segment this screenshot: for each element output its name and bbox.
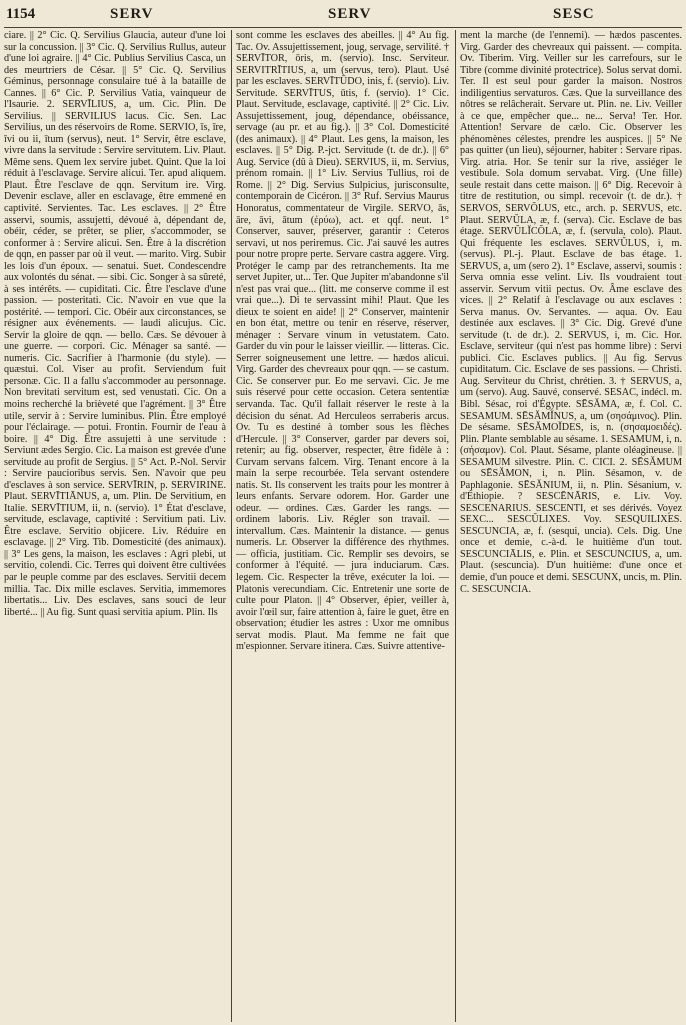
column-middle	[236, 30, 449, 1020]
header-rule	[4, 27, 682, 28]
column-right	[460, 30, 682, 1020]
column-left	[4, 30, 226, 1020]
column-divider	[455, 30, 456, 1022]
column-text: ment la marche (de l'ennemi). — hædos pascentes. Virg. Garder des chevreaux qui paissent. — compita. Ov. Tiberim. Virg. Veiller sur les carrefours, sur le Tibre (comme divinité protectrice). Solus servat domi. Ter. Il est seul pour garder la maison. Nostros indiligentius servaturos. Cæs. Que la surveillance des nôtres se relâcherait. Servare ut. Plin. ne. Liv. Veiller à ce que, empêcher que... ne... Serva! Ter. Hor. Attention! Servare de cælo. Cic. Observer les phénomènes célestes, prendre les auspices. || 5° Ne pas quitter (un lieu), séjourner, habiter : Servare ripas. Virg. atria. Hor. Se tenir sur la rive, assiéger le vestibule. Sola domum servabat. Virg. (Une fille) seule restait dans cette maison. || 6° Dig. Recevoir à titre de restitution, ou simpl. recevoir (t. de dr.). † SERVOS, SERVŎLUS, etc., arch. p. SERVUS, etc. Plaut. SERVŬLA, æ, f. (serva). Cic. Esclave de bas étage. SERVŬLĬCŎLA, æ, f. (servula, colo). Plaut. Qui fréquente les esclaves. SERVŬLUS, i, m. (servus). Pl.-j. Plaut. Esclave de bas étage. 1. SERVUS, a, um (sero 2). 1° Esclave, asservi, soumis : Serva omnia esse velint. Liv. Ils voudraient tout asservir. Servum vitii pectus. Ov. Âme esclave des vices. || 2° Relatif à l'esclavage ou aux esclaves : Serva manus. Ov. Servantes. — aqua. Ov. Eau destinée aux esclaves. || 3° Cic. Dig. Grevé d'une servitude (t. de dr.). 2. SERVUS, i, m. Cic. Hor. Esclave, serviteur (qui n'est pas homme libre) : Servi publici. Cic. Esclaves publics. || Au fig. Servus cupiditatum. Cic. Esclave de ses passions. — Christi. Aug. Serviteur du Christ, chrétien. 3. † SERVUS, a, um (servo). Aug. Sauvé, conservé. SESAC, indécl. m. Bibl. Sésac, roi d'Égypte. SĒSĂMA, æ, f. Col. C. SESAMUM. SĒSĂMĬNUS, a, um (σησάμινος). Plin. De sésame. SĒSĂMOĬDES, is, n. (σησαμοειδές). Plin. Plante semblable au sésame. 1. SESAMUM, i, n. (σήσαμον). Col. Plaut. Sésame, plante oléagineuse. || SESAMUM silvestre. Plin. C. CICI. 2. SĒSĂMUM ou SĒSĂMON, i, n. Plin. Sésamon, v. de Paphlagonie. SĒSĂNIUM, ii, n. Plin. Sésanium, v. d'Éthiopie. ? SESCĒNĀRIS, e. Liv. Voy. SESCENARIUS. SESCENTI, et ses dérivés. Voyez SEXC... SESCŬLIXES. Voy. SESQUILIXES. SESCUNCIA, æ, f. (sesqui, uncia). Cels. Dig. Une once et demie, c.-à-d. le huitième d'un tout. SESCUNCIĀLIS, e. Plin. et SESCUNCIUS, a, um. Plaut. (sescuncia). D'un huitième: d'une once et demie, d'un pouce et demi. SESCUNX, uncis, m. Plin. C. SESCUNCIA.	[460, 30, 682, 595]
running-headword-left: SERV	[110, 6, 154, 22]
running-headword-center: SERV	[328, 6, 372, 22]
column-divider	[231, 30, 232, 1022]
running-headword-right: SESC	[553, 6, 595, 22]
page-number: 1154	[6, 6, 36, 22]
column-text: sont comme les esclaves des abeilles. || 4° Au fig. Tac. Ov. Assujettissement, joug, servage, servilité. † SERVĪTOR, ōris, m. (servio). Insc. Serviteur. SERVITRĪTIUS, a, um (servus, tero). Plaut. Usé par les esclaves. SERVĪTŪDO, inis, f. (servio). Liv. Servitude. SERVĪTUS, ūtis, f. (servio). 1° Cic. Plaut. Servitude, esclavage, captivité. || 2° Cic. Liv. Assujettissement, joug, dépendance, obéissance, servage (au pr. et au fig.). || 3° Col. Domesticité (des animaux). || 4° Plaut. Les gens, la maison, les esclaves. || 5° Dig. P.-jct. Servitude (t. de dr.). || 6° Aug. Service (dû à Dieu). SERVIUS, ii, m. Servius, prénom romain. || 1° Liv. Servius Tullius, roi de Rome. || 2° Dig. Servius Sulpicius, jurisconsulte, contemporain de Cicéron. || 3° Ruf. Servius Maurus Honoratus, commentateur de Virgile. SERVO, ās, āre, āvi, ātum (ἐρύω), act. et qqf. neut. 1° Conserver, sauver, préserver, garantir : Ceteros servavi, ut nos periremus. Cic. J'ai sauvé les autres pour notre propre perte. Servare castra aggere. Virg. Protéger le camp par des retranchements. Ita me servet Jupiter, ut... Ter. Que Jupiter m'abandonne s'il n'est pas vrai que... (litt. me conserve comme il est vrai que...). Di te servassint mihi! Plaut. Que les dieux te soient en aide! || 2° Conserver, maintenir en bon état, mettre ou tenir en réserve, réserver, ménager : Servare vinum in vetustatem. Cato. Garder du vin pour le laisser vieillir. — litteras. Cic. Serrer soigneusement une lettre. — hædos alicui. Virg. Garder des chevreaux pour qqn. — se castum. Cic. Se conserver pur. Eo me servavi. Cic. Je me suis réservé pour cette occasion. Cetera sententiæ servanda. Tac. Qu'il fallait réserver le reste à la décision du sénat. Ad Herculeos serraberis arcus. Ov. Tu es destiné à tomber sous les flèches d'Hercule. || 3° Conserver, garder par devers soi, retenir; au fig. observer, respecter, être fidèle à : Curvam servans falcem. Virg. Tenant encore à la main la serpe recourbée. Tela servant ostendere natis. St. Ils conservent les traits pour les montrer à leurs enfants. Servare odorem. Hor. Garder une odeur. — ordines. Cæs. Garder les rangs. — ordinem laboris. Liv. Régler son travail. — intervallum. Cæs. Maintenir la distance. — genus numeris. Lr. Observer la différence des rhythmes. — officia, justitiam. Cic. Remplir ses devoirs, se conformer à l'équité. — jura induciarum. Cæs. legem. Cic. Respecter la trêve, exécuter la loi. — Platonis verecundiam. Cic. Entretenir une sorte de culte pour Platon. || 4° Observer, épier, veiller à, avoir l'œil sur, faire attention à, faire le guet, être en observation; étudier les astres : Uxor me omnibus servat modis. Plaut. Ma femme ne fait que m'espionner. Servare itinera. Cæs. Suivre attentive-	[236, 30, 449, 653]
column-text: ciare. || 2° Cic. Q. Servilius Glaucia, auteur d'une loi sur la concussion. || 3° Cic. Q. Servilius Rullus, auteur d'une loi agraire. || 4° Cic. Publius Servilius Casca, un des meurtriers de César. || 5° Cic. Q. Servilius Géminus, personnage consulaire tué à la bataille de Cannes. || 6° Cic. P. Servilius Vatia, vainqueur de l'Isaurie. 2. SERVĪLIUS, a, um. Cic. Plin. De Servilius. || SERVILIUS lacus. Cic. Sen. Lac Servilius, un des réservoirs de Rome. SERVIO, īs, īre, īvi ou ii, ītum (servus), neut. 1° Servir, être esclave, vivre dans la servitude : Servire servitutem. Liv. Plaut. Même sens. Quem lex servire jubet. Quint. Que la loi réduit à l'esclavage. Servire alicui. Ter. apud aliquem. Plaut. Être l'esclave de qqn. Servitum ire. Virg. Devenir esclave, aller en esclavage, être emmené en captivité. Servientes. Tac. Les esclaves. || 2° Être asservi, soumis, assujetti, dévoué à, dépendant de, obéir, céder, se prêter, se plier, s'accommoder, se conformer à : Servire alicui. Sen. Être à la discrétion de qqn, en passer par où il veut. — marito. Virg. Subir les lois d'un époux. — senatui. Suet. Condescendre aux volontés du sénat. — sibi. Cic. Songer à sa sûreté, à ses intérêts. — cupiditati. Cic. Être l'esclave d'une passion. — posteritati. Cic. N'avoir en vue que la postérité. — tempori. Cic. Obéir aux circonstances, se résigner aux événements. — laudi alicujus. Cic. Servir la gloire de qqn. — bello. Cæs. Se dévouer à une guerre. — corpori. Cic. Ménager sa santé. — numeris. Cic. Sacrifier à l'harmonie (du style). — quæstui. Col. Viser au profit. Serviendum fuit personæ. Cic. Il a fallu s'accommoder au personnage. Non brevitati servitum est, sed venustati. Cic. On a moins recherché la brièveté que l'agrément. || 3° Être utile, servir à : Servire luminibus. Plin. Être employé pour l'éclairage. — potui. Frontin. Fournir de l'eau à boire. || 4° Dig. Être assujetti à une servitude : Serviunt ædes Sergio. Cic. La maison est grevée d'une servitude au profit de Sergius. || 5° Act. P.-Nol. Servir : Servire paucioribus servis. Sen. N'avoir que peu d'esclaves à son service. SERVĪRIN, p. SERVIRINE. Plaut. SERVĪTIĀNUS, a, um. Plin. De Servitium, en Italie. SERVĪTIUM, ii, n. (servio). 1° État d'esclave, servitude, esclavage, captivité : Servitium pati. Liv. Être esclave. Servitio objicere. Liv. Réduire en esclavage. || 2° Virg. Tib. Domesticité (des animaux). || 3° Les gens, la maison, les esclaves : Agri plebi, ut servitio, colendi. Cic. Terres qui doivent être cultivées par le peuple comme par des esclaves. Servitii decem millia. Tac. Dix mille esclaves. Servitia, immemores libertatis... Liv. Des esclaves, sans souci de leur liberté... || Au fig. Sunt quasi servitia apium. Plin. Ils	[4, 30, 226, 618]
